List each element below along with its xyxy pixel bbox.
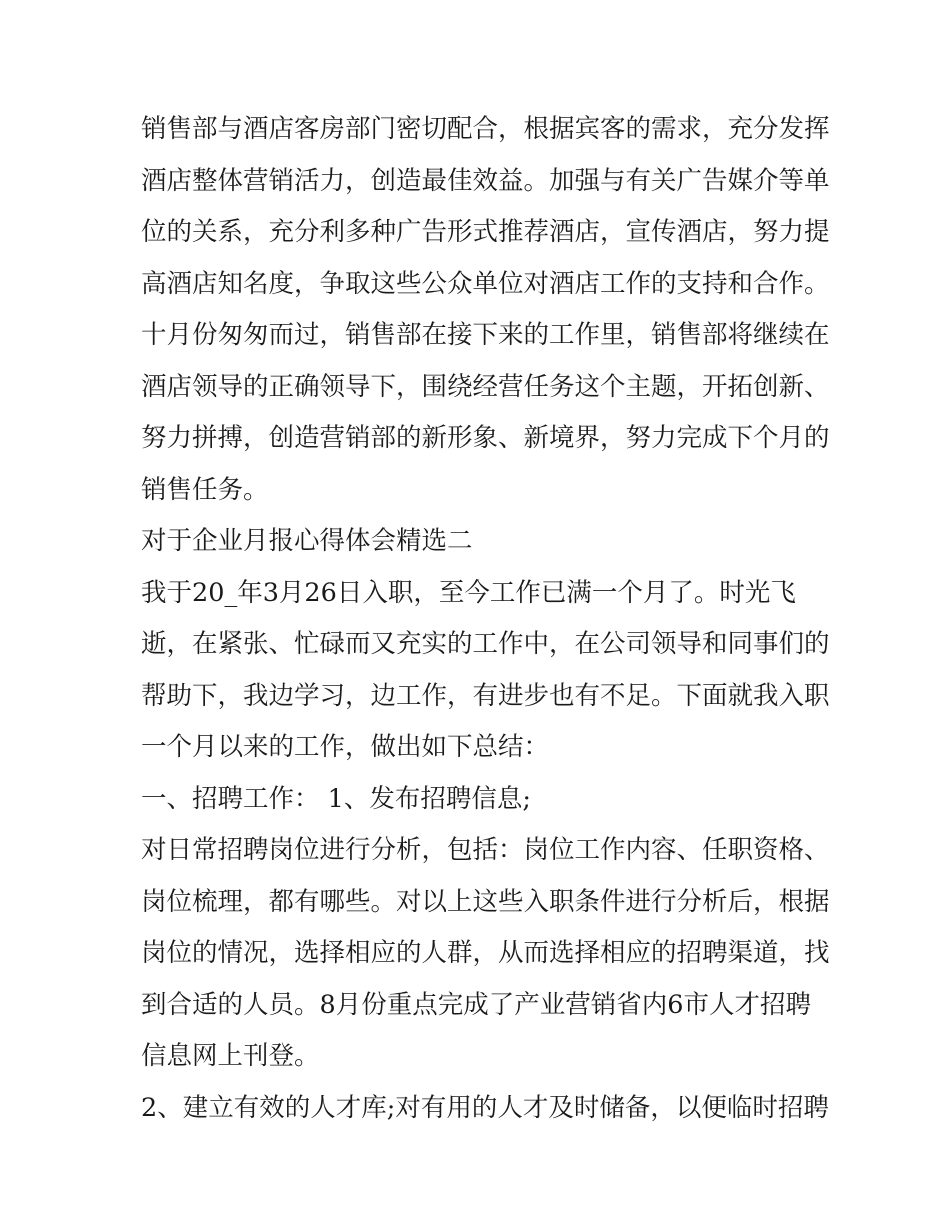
- text-line: 逝，在紧张、忙碌而又充实的工作中，在公司领导和同事们的: [141, 629, 830, 659]
- text-line: 帮助下，我边学习，边工作，有进步也有不足。下面就我入职: [141, 681, 830, 711]
- text-line: 对日常招聘岗位进行分析，包括：岗位工作内容、任职资格、: [141, 835, 830, 865]
- text-line: 十月份匆匆而过，销售部在接下来的工作里，销售部将继续在: [141, 320, 830, 350]
- text-line: 销售部与酒店客房部门密切配合，根据宾客的需求，充分发挥: [141, 114, 830, 144]
- section-heading: 对于企业月报心得体会精选二: [141, 526, 473, 556]
- text-line: 销售任务。: [141, 475, 269, 505]
- text-line: 酒店领导的正确领导下，围绕经营任务这个主题，开拓创新、: [141, 372, 830, 402]
- text-line: 酒店整体营销活力，创造最佳效益。加强与有关广告媒介等单: [141, 166, 830, 196]
- text-line: 2、建立有效的人才库;对有用的人才及时储备，以便临时招聘: [141, 1093, 829, 1123]
- text-line: 信息网上刊登。: [141, 1041, 320, 1071]
- text-line: 岗位的情况，选择相应的人群，从而选择相应的招聘渠道，找: [141, 938, 830, 968]
- text-line: 我于20_年3月26日入职，至今工作已满一个月了。时光飞: [141, 578, 796, 608]
- text-line: 位的关系，充分利多种广告形式推荐酒店，宣传酒店，努力提: [141, 217, 830, 247]
- text-line: 努力拼搏，创造营销部的新形象、新境界，努力完成下个月的: [141, 423, 830, 453]
- list-item-heading: 一、招聘工作： 1、发布招聘信息;: [141, 784, 531, 814]
- text-line: 岗位梳理，都有哪些。对以上这些入职条件进行分析后，根据: [141, 887, 830, 917]
- text-line: 到合适的人员。8月份重点完成了产业营销省内6市人才招聘: [141, 990, 811, 1020]
- text-line: 一个月以来的工作，做出如下总结：: [141, 732, 550, 762]
- text-line: 高酒店知名度，争取这些公众单位对酒店工作的支持和合作。: [141, 269, 830, 299]
